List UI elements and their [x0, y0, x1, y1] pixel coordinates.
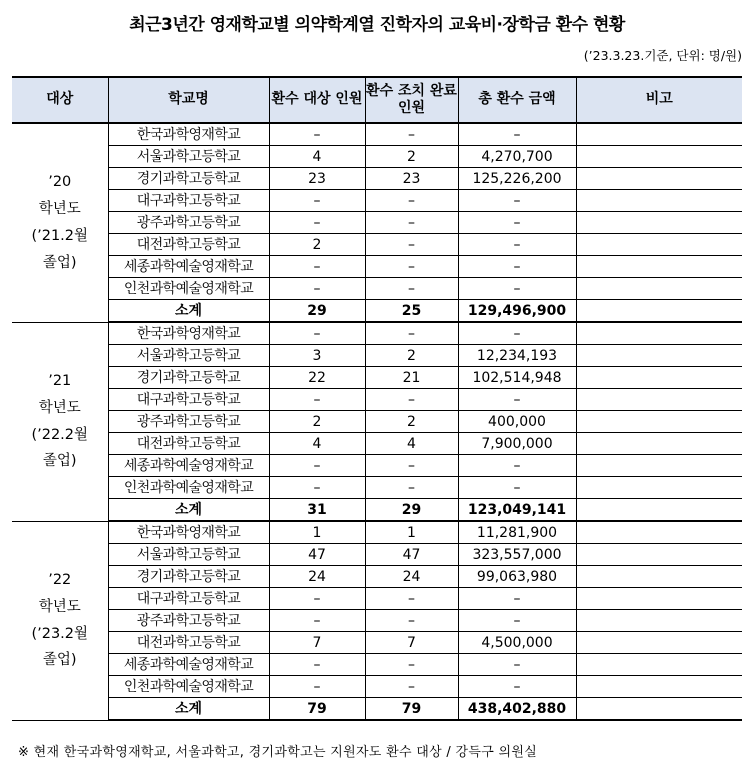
total-amount: 12,234,193 [458, 345, 576, 367]
school-name: 인천과학예술영재학교 [108, 676, 269, 698]
table-row [12, 544, 742, 566]
total-amount: – [458, 389, 576, 411]
remarks-cell [576, 566, 742, 588]
remarks-cell [576, 389, 742, 411]
year-label-line: (’23.2월 [31, 625, 89, 642]
table-row [12, 190, 742, 212]
subtotal-refund: 79 [269, 698, 365, 721]
school-name: 대전과학고등학교 [108, 234, 269, 256]
table-row [12, 123, 742, 146]
remarks-cell [576, 521, 742, 544]
school-name: 서울과학고등학교 [108, 345, 269, 367]
page-title: 최근3년간 영재학교별 의약학계열 진학자의 교육비·장학금 환수 현황 [129, 15, 625, 35]
total-amount: – [458, 234, 576, 256]
refund-count: – [269, 588, 365, 610]
done-count: 7 [365, 632, 458, 654]
total-amount: 4,500,000 [458, 632, 576, 654]
total-amount: – [458, 588, 576, 610]
total-amount: – [458, 477, 576, 499]
done-count: – [365, 212, 458, 234]
year-label-line: 학년도 [38, 598, 81, 615]
year-label-line: 졸업) [42, 453, 77, 470]
school-name: 광주과학고등학교 [108, 411, 269, 433]
total-amount: – [458, 654, 576, 676]
refund-count: 23 [269, 168, 365, 190]
school-name: 대구과학고등학교 [108, 588, 269, 610]
subtotal-amount: 123,049,141 [458, 499, 576, 522]
total-amount: – [458, 256, 576, 278]
school-name: 한국과학영재학교 [108, 123, 269, 146]
refund-count: 3 [269, 345, 365, 367]
total-amount: – [458, 676, 576, 698]
total-amount: – [458, 190, 576, 212]
refund-count: 1 [269, 521, 365, 544]
table-header-row [12, 77, 742, 123]
school-name: 한국과학영재학교 [108, 322, 269, 345]
year-label-line: ’21 [48, 372, 72, 389]
done-count: – [365, 654, 458, 676]
school-name: 세종과학예술영재학교 [108, 455, 269, 477]
remarks-cell [576, 433, 742, 455]
year-label-line: 졸업) [42, 254, 77, 271]
remarks-cell [576, 588, 742, 610]
year-label [12, 322, 108, 521]
remarks-cell [576, 234, 742, 256]
school-name: 서울과학고등학교 [108, 146, 269, 168]
year-label-line: (’22.2월 [31, 426, 89, 443]
done-count: 2 [365, 146, 458, 168]
done-count: – [365, 477, 458, 499]
done-count: – [365, 322, 458, 345]
table-row [12, 566, 742, 588]
remarks-cell [576, 146, 742, 168]
subtotal-label: 소계 [108, 698, 269, 721]
school-name: 인천과학예술영재학교 [108, 477, 269, 499]
remarks-cell [576, 123, 742, 146]
remarks-cell [576, 632, 742, 654]
table-row [12, 521, 742, 544]
refund-count: 4 [269, 433, 365, 455]
header-target: 대상 [12, 77, 108, 123]
table-row [12, 676, 742, 698]
done-count: – [365, 389, 458, 411]
total-amount: – [458, 455, 576, 477]
done-count: – [365, 190, 458, 212]
table-row [12, 632, 742, 654]
table-row [12, 367, 742, 389]
total-amount: 99,063,980 [458, 566, 576, 588]
school-name: 서울과학고등학교 [108, 544, 269, 566]
remarks-cell [576, 698, 742, 721]
refund-count: – [269, 212, 365, 234]
refund-count: – [269, 322, 365, 345]
year-label-line: 졸업) [42, 652, 77, 669]
done-count: – [365, 256, 458, 278]
remarks-cell [576, 499, 742, 522]
refund-count: – [269, 123, 365, 146]
subtotal-row [12, 300, 742, 323]
school-name: 세종과학예술영재학교 [108, 256, 269, 278]
refund-count: – [269, 455, 365, 477]
table-row [12, 411, 742, 433]
table-row [12, 256, 742, 278]
remarks-cell [576, 322, 742, 345]
table-body [12, 123, 742, 720]
table-row [12, 477, 742, 499]
done-count: – [365, 123, 458, 146]
done-count: – [365, 234, 458, 256]
table-row [12, 654, 742, 676]
remarks-cell [576, 654, 742, 676]
table-row [12, 212, 742, 234]
total-amount: 323,557,000 [458, 544, 576, 566]
remarks-cell [576, 610, 742, 632]
table-row [12, 455, 742, 477]
header-refund-count: 환수 대상 인원 [269, 77, 365, 123]
year-label-line: 학년도 [38, 399, 81, 416]
table-row [12, 610, 742, 632]
subtotal-amount: 129,496,900 [458, 300, 576, 323]
done-count: – [365, 588, 458, 610]
done-count: 24 [365, 566, 458, 588]
refund-count: – [269, 477, 365, 499]
year-label [12, 123, 108, 322]
school-name: 인천과학예술영재학교 [108, 278, 269, 300]
done-count: – [365, 610, 458, 632]
refund-count: – [269, 256, 365, 278]
table-row [12, 389, 742, 411]
subtotal-refund: 31 [269, 499, 365, 522]
school-name: 광주과학고등학교 [108, 610, 269, 632]
refund-count: – [269, 278, 365, 300]
total-amount: – [458, 123, 576, 146]
header-remarks: 비고 [576, 77, 742, 123]
refund-count: 2 [269, 234, 365, 256]
done-count: – [365, 278, 458, 300]
remarks-cell [576, 168, 742, 190]
school-name: 한국과학영재학교 [108, 521, 269, 544]
refund-count: 47 [269, 544, 365, 566]
remarks-cell [576, 278, 742, 300]
total-amount: 125,226,200 [458, 168, 576, 190]
remarks-cell [576, 411, 742, 433]
remarks-cell [576, 300, 742, 323]
table-row [12, 433, 742, 455]
subtotal-label: 소계 [108, 300, 269, 323]
table-row [12, 146, 742, 168]
school-name: 대구과학고등학교 [108, 389, 269, 411]
done-count: 2 [365, 411, 458, 433]
refund-table [12, 76, 742, 721]
subtotal-done: 29 [365, 499, 458, 522]
refund-count: 4 [269, 146, 365, 168]
total-amount: 102,514,948 [458, 367, 576, 389]
table-row [12, 168, 742, 190]
school-name: 광주과학고등학교 [108, 212, 269, 234]
remarks-cell [576, 367, 742, 389]
done-count: – [365, 455, 458, 477]
school-name: 대전과학고등학교 [108, 632, 269, 654]
subtotal-label: 소계 [108, 499, 269, 522]
refund-count: – [269, 190, 365, 212]
refund-count: 7 [269, 632, 365, 654]
remarks-cell [576, 212, 742, 234]
done-count: 4 [365, 433, 458, 455]
total-amount: 4,270,700 [458, 146, 576, 168]
total-amount: 7,900,000 [458, 433, 576, 455]
year-label-line: 학년도 [38, 200, 81, 217]
table-row [12, 588, 742, 610]
subtotal-refund: 29 [269, 300, 365, 323]
refund-count: 2 [269, 411, 365, 433]
school-name: 대전과학고등학교 [108, 433, 269, 455]
school-name: 대구과학고등학교 [108, 190, 269, 212]
year-label-line: ’20 [48, 174, 72, 191]
remarks-cell [576, 544, 742, 566]
school-name: 경기과학고등학교 [108, 566, 269, 588]
done-count: 1 [365, 521, 458, 544]
unit-note: (’23.3.23.기준, 단위: 명/원) [583, 48, 742, 63]
refund-count: – [269, 654, 365, 676]
refund-count: 24 [269, 566, 365, 588]
school-name: 경기과학고등학교 [108, 168, 269, 190]
total-amount: 11,281,900 [458, 521, 576, 544]
year-label-line: (’21.2월 [31, 227, 89, 244]
footnote: ※ 현재 한국과학영재학교, 서울과학고, 경기과학고는 지원자도 환수 대상 / 강득구 의원실 [18, 745, 538, 760]
total-amount: – [458, 610, 576, 632]
school-name: 경기과학고등학교 [108, 367, 269, 389]
done-count: 2 [365, 345, 458, 367]
done-count: – [365, 676, 458, 698]
total-amount: – [458, 212, 576, 234]
subtotal-done: 25 [365, 300, 458, 323]
subtotal-amount: 438,402,880 [458, 698, 576, 721]
remarks-cell [576, 676, 742, 698]
done-count: 23 [365, 168, 458, 190]
remarks-cell [576, 455, 742, 477]
year-label [12, 521, 108, 720]
header-total-amount: 총 환수 금액 [458, 77, 576, 123]
remarks-cell [576, 477, 742, 499]
done-count: 21 [365, 367, 458, 389]
school-name: 세종과학예술영재학교 [108, 654, 269, 676]
header-school: 학교명 [108, 77, 269, 123]
refund-count: – [269, 610, 365, 632]
remarks-cell [576, 256, 742, 278]
total-amount: 400,000 [458, 411, 576, 433]
refund-count: – [269, 676, 365, 698]
header-done-count: 환수 조치 완료인원 [365, 77, 458, 123]
subtotal-done: 79 [365, 698, 458, 721]
refund-count: 22 [269, 367, 365, 389]
table-row [12, 234, 742, 256]
total-amount: – [458, 322, 576, 345]
subtotal-row [12, 499, 742, 522]
remarks-cell [576, 345, 742, 367]
table-row [12, 278, 742, 300]
refund-count: – [269, 389, 365, 411]
table-row [12, 345, 742, 367]
remarks-cell [576, 190, 742, 212]
done-count: 47 [365, 544, 458, 566]
subtotal-row [12, 698, 742, 721]
table-row [12, 322, 742, 345]
year-label-line: ’22 [48, 571, 72, 588]
total-amount: – [458, 278, 576, 300]
